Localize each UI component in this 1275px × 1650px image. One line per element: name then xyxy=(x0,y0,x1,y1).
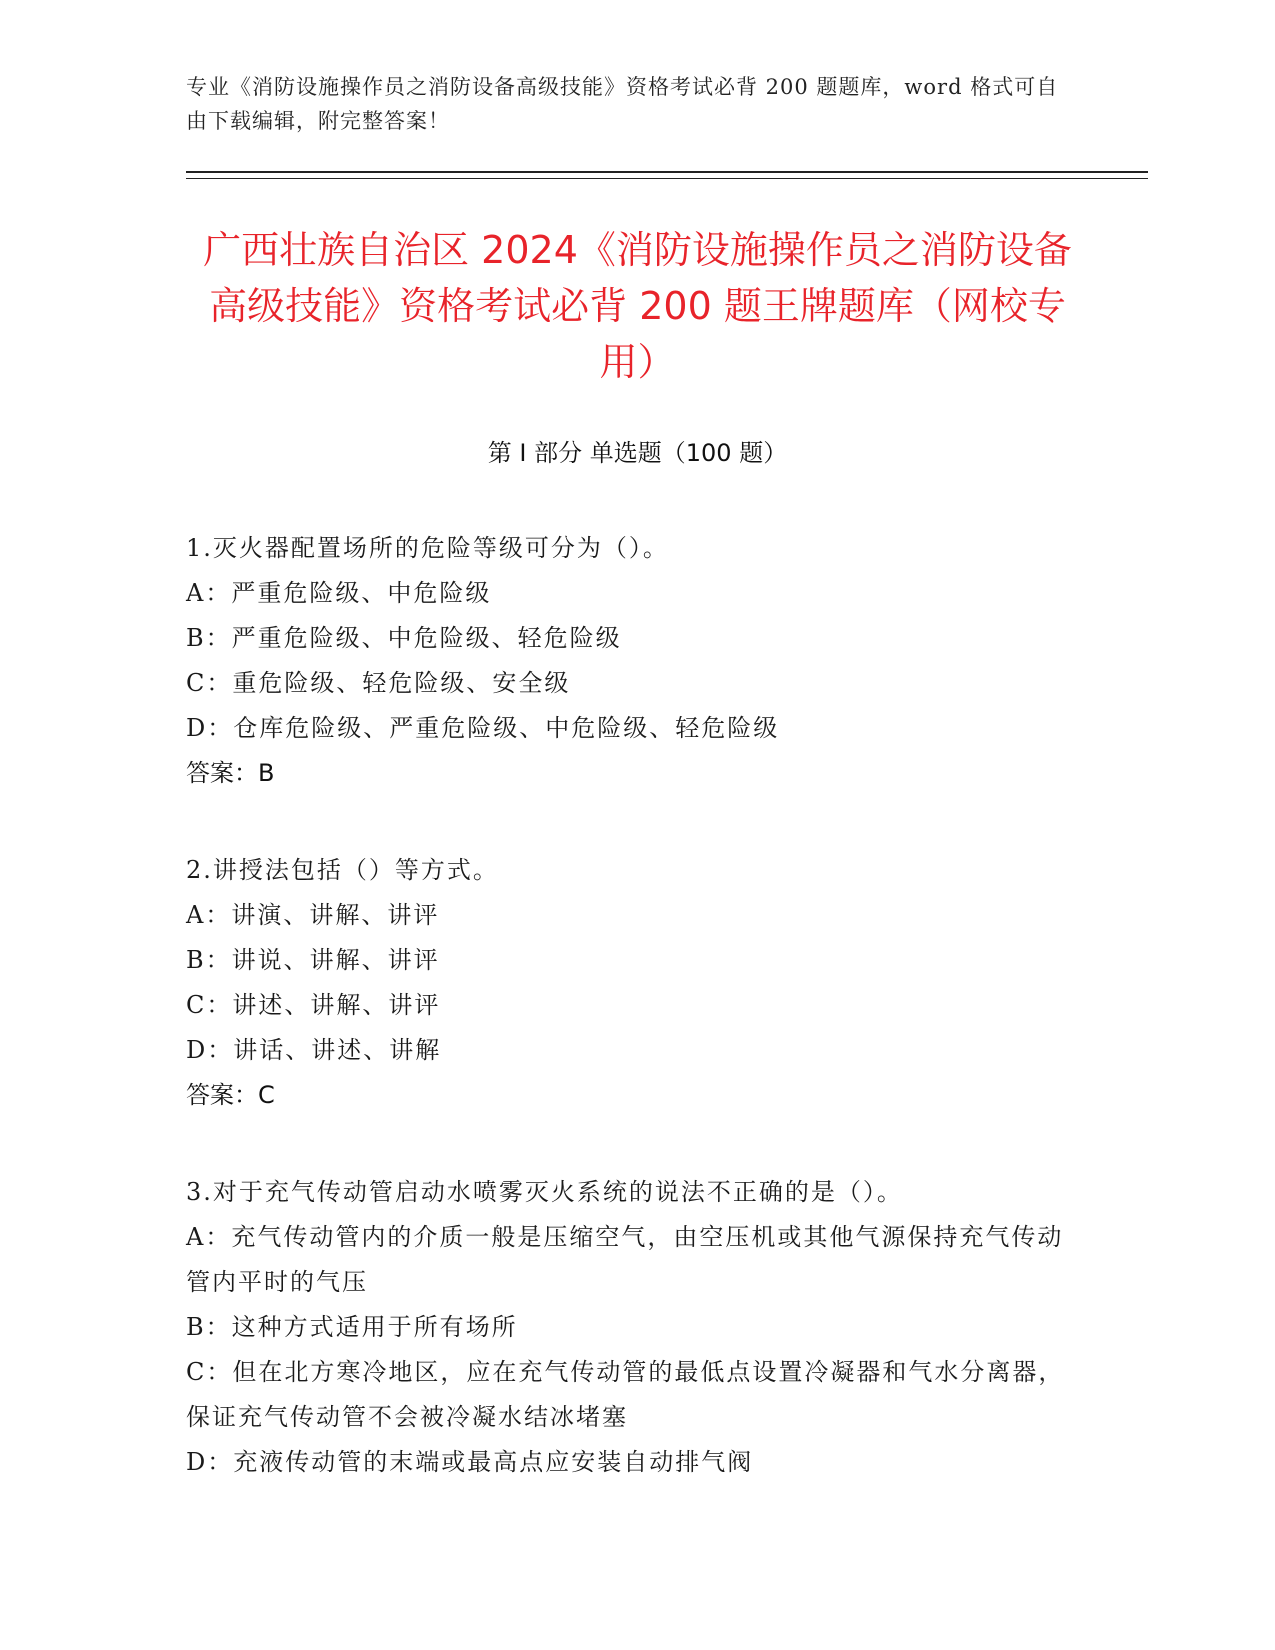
question-item xyxy=(186,1170,1066,1485)
option-b: B：严重危险级、中危险级、轻危险级 xyxy=(186,624,622,652)
question-stem: 2.讲授法包括（）等方式。 xyxy=(186,856,499,884)
question-item xyxy=(186,526,1066,796)
option-d: D：讲话、讲述、讲解 xyxy=(186,1036,442,1064)
document-title: 广西壮族自治区 2024《消防设施操作员之消防设备高级技能》资格考试必背 200 题王牌题库（网校专用） xyxy=(203,228,1072,384)
header-divider-thin xyxy=(186,178,1148,179)
section-heading: 第 I 部分 单选题（100 题） xyxy=(487,439,788,467)
answer-text: 答案：B xyxy=(186,759,275,787)
header-divider-thick xyxy=(186,171,1148,173)
question-item xyxy=(186,848,1066,1118)
option-a: A：讲演、讲解、讲评 xyxy=(186,901,440,929)
option-c: C：讲述、讲解、讲评 xyxy=(186,991,441,1019)
option-d: D：仓库危险级、严重危险级、中危险级、轻危险级 xyxy=(186,714,780,742)
question-list xyxy=(186,526,1066,1537)
header-note: 专业《消防设施操作员之消防设备高级技能》资格考试必背 200 题题库，word 格式可自由下载编辑，附完整答案！ xyxy=(186,75,1059,133)
question-stem: 1.灭火器配置场所的危险等级可分为（）。 xyxy=(186,534,669,562)
option-a: A：充气传动管内的介质一般是压缩空气，由空压机或其他气源保持充气传动管内平时的气压 xyxy=(186,1223,1064,1296)
answer-text: 答案：C xyxy=(186,1081,275,1109)
question-stem: 3.对于充气传动管启动水喷雾灭火系统的说法不正确的是（）。 xyxy=(186,1178,903,1206)
option-b: B：这种方式适用于所有场所 xyxy=(186,1313,518,1341)
option-a: A：严重危险级、中危险级 xyxy=(186,579,492,607)
option-b: B：讲说、讲解、讲评 xyxy=(186,946,440,974)
option-c: C：但在北方寒冷地区，应在充气传动管的最低点设置冷凝器和气水分离器，保证充气传动管不会被冷凝水结冰堵塞 xyxy=(186,1358,1065,1431)
option-c: C：重危险级、轻危险级、安全级 xyxy=(186,669,571,697)
option-d: D：充液传动管的末端或最高点应安装自动排气阀 xyxy=(186,1448,754,1476)
